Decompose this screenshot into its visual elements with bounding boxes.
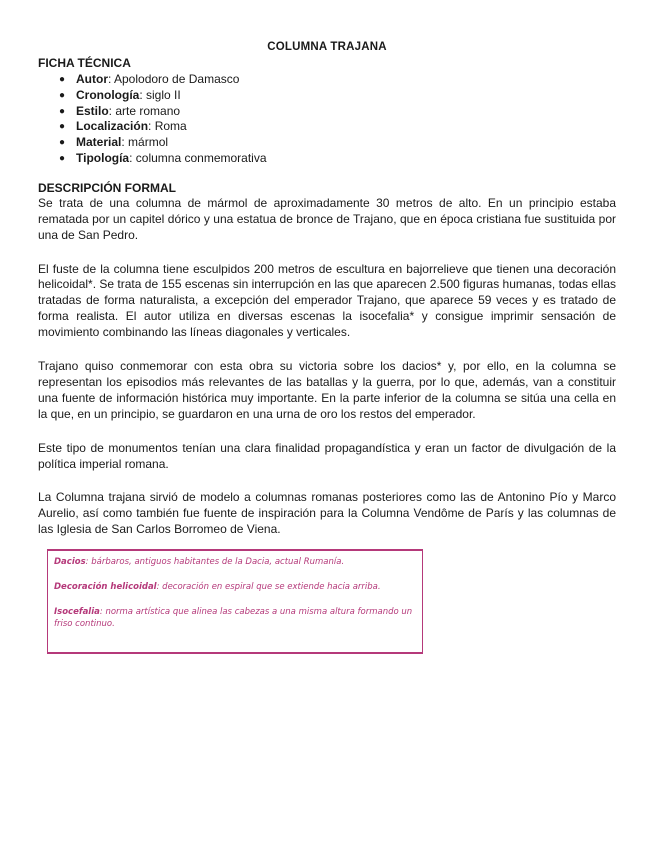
ficha-item — [59, 135, 616, 151]
glossary-definition: : decoración en espiral que se extiende hacia arriba. — [156, 582, 381, 592]
ficha-value: : columna conmemorativa — [129, 150, 267, 165]
document-page — [38, 40, 616, 556]
glossary-definition: : bárbaros, antiguos habitantes de la Dacia, actual Rumanía. — [85, 557, 345, 567]
glossary-box — [47, 549, 423, 654]
paragraph: El fuste de la columna tiene esculpidos 200 metros de escultura en bajorrelieve que tienen una decoración helicoidal*. Se trata de 155 escenas sin interrupción en las que aparecen 2.500 figuras humanas, todas ellas tratadas de forma naturalista, a excepción del emperador Trajano, que aparece 59 veces y es tratado de forma realista. El autor utiliza en diversas escenas la isocefalia* y consigue imprimir sensación de movimiento combinando las líneas diagonales y verticales. — [38, 261, 616, 340]
glossary-term: Dacios — [54, 557, 86, 567]
ficha-value: : Roma — [148, 119, 187, 134]
ficha-list — [38, 72, 616, 167]
ficha-key: Localización — [76, 119, 149, 134]
ficha-key: Autor — [76, 72, 108, 86]
paragraph: Este tipo de monumentos tenían una clara finalidad propagandística y eran un factor de divulgación de la política imperial romana. — [38, 440, 616, 471]
ficha-key: Material — [76, 135, 122, 150]
ficha-value: : Apolodoro de Damasco — [108, 72, 240, 86]
bullet-icon: ● — [59, 137, 66, 149]
descripcion-heading: DESCRIPCIÓN FORMAL — [38, 180, 176, 195]
ficha-key: Estilo — [76, 103, 109, 118]
ficha-key: Tipología — [76, 150, 130, 165]
ficha-item — [59, 119, 616, 135]
ficha-key: Cronología — [76, 87, 140, 102]
paragraph: Se trata de una columna de mármol de aproximadamente 30 metros de alto. En un principio estaba rematada por un capitel dórico y una estatua de bronce de Trajano, que en época cristiana fue sustituida por una de San Pedro. — [38, 195, 616, 242]
ficha-item — [59, 150, 616, 167]
glossary-entry — [54, 581, 416, 593]
bullet-icon: ● — [59, 74, 66, 85]
ficha-value: : arte romano — [108, 103, 181, 118]
ficha-item — [59, 87, 616, 104]
glossary-entry — [54, 606, 416, 630]
bullet-icon: ● — [59, 105, 66, 117]
ficha-item — [59, 103, 616, 120]
document-title: COLUMNA TRAJANA — [267, 41, 387, 53]
glossary-entry — [54, 556, 416, 568]
ficha-value: : mármol — [121, 135, 169, 150]
bullet-icon: ● — [59, 89, 66, 101]
ficha-item — [59, 72, 616, 88]
bullet-icon: ● — [59, 152, 66, 164]
paragraph: La Columna trajana sirvió de modelo a columnas romanas posteriores como las de Antonino Pío y Marco Aurelio, así como también fue fuente de inspiración para la Columna Vendôme de París y las columnas de las Iglesia de San Carlos Borromeo de Viena. — [38, 490, 616, 537]
glossary-definition: : norma artística que alinea las cabezas a una misma altura formando un friso continuo. — [54, 607, 413, 629]
ficha-heading: FICHA TÉCNICA — [38, 56, 131, 70]
glossary-term: Decoración helicoidal — [54, 582, 157, 592]
glossary-term: Isocefalia — [54, 607, 100, 617]
paragraph: Trajano quiso conmemorar con esta obra su victoria sobre los dacios* y, por ello, en la columna se representan los episodios más relevantes de las batallas y la guerra, por lo que, además, van a constituir una fuente de información histórica muy importante. En la parte inferior de la columna se sitúa una cella en la que, en un principio, se guardaron en una urna de oro los restos del emperador. — [38, 359, 616, 421]
bullet-icon: ● — [59, 121, 66, 133]
ficha-value: : siglo II — [139, 87, 181, 102]
